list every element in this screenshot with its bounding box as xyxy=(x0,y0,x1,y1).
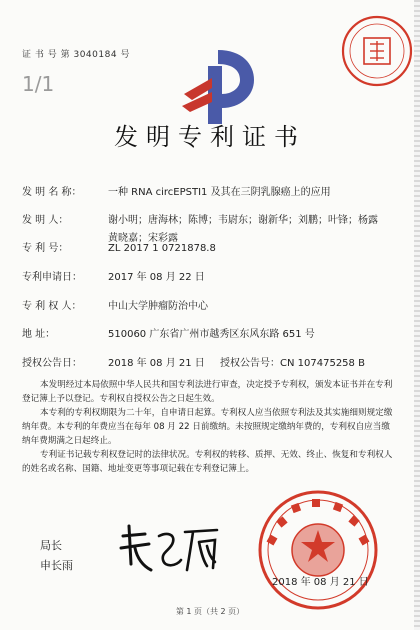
filing-date-row xyxy=(22,268,205,283)
invention-name-value: 一种 RNA circEPSTI1 及其在三阴乳腺癌上的应用 xyxy=(108,187,331,198)
certificate-body xyxy=(22,378,394,476)
body-paragraph-1: 本发明经过本局依照中华人民共和国专利法进行审查，决定授予专利权，颁发本证书并在专利登记簿上予以登记。专利权自授权公告之日起生效。 xyxy=(22,380,393,404)
inventor-value-line2: 黄晓嘉；宋彩露 xyxy=(108,233,178,244)
certificate-number-label: 证 书 号 第 xyxy=(22,50,71,60)
filing-date-value: 2017 年 08 月 22 日 xyxy=(108,272,205,283)
patentee-value: 中山大学肿瘤防治中心 xyxy=(108,301,208,312)
certificate-number xyxy=(22,47,130,60)
page-footer: 第 1 页（共 2 页） xyxy=(175,607,245,616)
address-row xyxy=(22,325,315,340)
seal-date: 2018 年 08 月 21 日 xyxy=(272,577,369,588)
grant-number-value: CN 107475258 B xyxy=(280,358,365,369)
invention-name-label: 发 明 名 称： xyxy=(22,187,82,198)
patent-number-row xyxy=(22,239,216,254)
inventor-row xyxy=(22,211,378,226)
address-value: 510060 广东省广州市越秀区东风东路 651 号 xyxy=(108,329,315,340)
inventor-value-line1: 谢小明；唐海林；陈博；韦尉东；谢新华；刘鹏；叶锋；杨露 xyxy=(108,215,378,226)
official-seal-icon xyxy=(256,488,380,612)
director-name: 申长雨 xyxy=(40,559,73,572)
filing-date-label: 专利申请日： xyxy=(22,272,82,283)
grant-row xyxy=(22,354,365,369)
decorative-border xyxy=(414,0,420,630)
certificate-number-suffix: 号 xyxy=(120,50,130,60)
grant-date-value: 2018 年 08 月 21 日 xyxy=(108,358,205,369)
invention-name-row xyxy=(22,183,331,198)
patent-number-value: ZL 2017 1 0721878.8 xyxy=(108,243,216,254)
top-seal-icon xyxy=(340,14,414,88)
page-mark: 1/1 xyxy=(22,72,55,96)
body-paragraph-2: 本专利的专利权期限为二十年，自申请日起算。专利权人应当依照专利法及其实施细则规定缴纳年费。本专利的年费应当在每年 08 月 22 日前缴纳。未按照规定缴纳年费的，专利权自应当缴纳年费期满之日起终止。 xyxy=(22,408,393,446)
page-title: 发明专利证书 xyxy=(114,123,306,151)
patent-number-label: 专 利 号： xyxy=(22,243,69,254)
director-title: 局长 xyxy=(40,539,62,552)
grant-number-label: 授权公告号： xyxy=(220,358,280,369)
patentee-label: 专 利 权 人： xyxy=(22,301,82,312)
grant-date-label: 授权公告日： xyxy=(22,358,82,369)
inventor-label: 发 明 人： xyxy=(22,215,69,226)
address-label: 地 址： xyxy=(22,329,56,340)
patentee-row xyxy=(22,297,208,312)
certificate-number-value: 3040184 xyxy=(73,50,118,60)
handwritten-signature-icon xyxy=(115,518,225,578)
body-paragraph-3: 专利证书记载专利权登记时的法律状况。专利权的转移、质押、无效、终止、恢复和专利权人的姓名或名称、国籍、地址变更等事项记载在专利登记簿上。 xyxy=(22,450,393,474)
